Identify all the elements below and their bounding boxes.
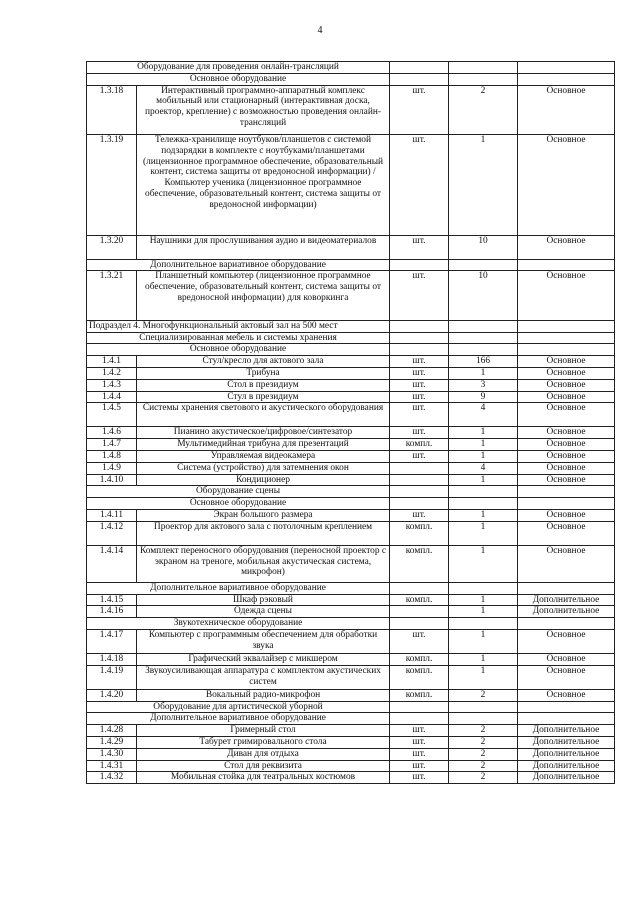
type-cell	[518, 498, 615, 510]
qty-cell	[449, 582, 518, 594]
type-cell	[518, 701, 615, 713]
item-type: Дополнительное	[518, 748, 615, 760]
item-unit: шт.	[390, 737, 449, 749]
item-unit: шт.	[390, 403, 449, 427]
item-quantity: 10	[449, 271, 518, 321]
unit-cell	[390, 582, 449, 594]
item-code: 1.4.1	[87, 356, 137, 368]
section-title: Дополнительное вариативное оборудование	[87, 582, 390, 594]
item-name: Трибуна	[137, 368, 390, 380]
qty-cell	[449, 713, 518, 725]
section-row	[87, 73, 615, 85]
item-type: Дополнительное	[518, 737, 615, 749]
item-name: Мультимедийная трибуна для презентаций	[137, 439, 390, 451]
item-type: Основное	[518, 356, 615, 368]
item-name: Мобильная стойка для театральных костюмов	[137, 772, 390, 784]
table-row	[87, 606, 615, 618]
section-row	[87, 582, 615, 594]
item-unit: шт.	[390, 725, 449, 737]
item-code: 1.4.12	[87, 521, 137, 545]
table-row	[87, 356, 615, 368]
qty-cell	[449, 259, 518, 271]
item-type: Основное	[518, 451, 615, 463]
unit-cell	[390, 713, 449, 725]
section-row	[87, 320, 615, 332]
item-type: Основное	[518, 474, 615, 486]
item-quantity: 2	[449, 725, 518, 737]
item-unit: шт.	[390, 451, 449, 463]
item-name: Планшетный компьютер (лицензионное программное обеспечение, образовательный контент, система защиты от вредоносной информации) для коворкинга	[137, 271, 390, 321]
item-code: 1.4.3	[87, 379, 137, 391]
item-unit: компл.	[390, 521, 449, 545]
item-quantity: 2	[449, 760, 518, 772]
item-name: Графический эквалайзер с микшером	[137, 654, 390, 666]
table-row	[87, 135, 615, 236]
item-name: Стол для реквизита	[137, 760, 390, 772]
item-quantity: 1	[449, 427, 518, 439]
table-row	[87, 403, 615, 427]
section-title: Специализированная мебель и системы хранения	[87, 332, 390, 344]
qty-cell	[449, 320, 518, 332]
item-quantity: 1	[449, 545, 518, 582]
item-name: Пианино акустическое/цифровое/синтезатор	[137, 427, 390, 439]
section-title: Дополнительное вариативное оборудование	[87, 713, 390, 725]
table-row	[87, 630, 615, 654]
item-unit: компл.	[390, 654, 449, 666]
item-quantity: 2	[449, 85, 518, 135]
item-unit: компл.	[390, 689, 449, 701]
item-code: 1.4.20	[87, 689, 137, 701]
item-name: Комплект переносного оборудования (переносной проектор с экраном на треноге, мобильная акустическая система, микрофон)	[137, 545, 390, 582]
item-type: Основное	[518, 510, 615, 522]
item-name: Экран большого размера	[137, 510, 390, 522]
item-unit: шт.	[390, 772, 449, 784]
item-quantity: 1	[449, 521, 518, 545]
item-name: Гримерный стол	[137, 725, 390, 737]
type-cell	[518, 332, 615, 344]
table-row	[87, 474, 615, 486]
item-type: Дополнительное	[518, 760, 615, 772]
item-unit: шт.	[390, 748, 449, 760]
section-title: Подраздел 4. Многофункциональный актовый зал на 500 мест	[87, 320, 390, 332]
item-unit	[390, 606, 449, 618]
item-unit: шт.	[390, 85, 449, 135]
page-number: 4	[317, 25, 323, 36]
unit-cell	[390, 498, 449, 510]
item-quantity: 9	[449, 391, 518, 403]
item-type: Основное	[518, 521, 615, 545]
section-row	[87, 344, 615, 356]
item-name: Стол в президиум	[137, 379, 390, 391]
type-cell	[518, 344, 615, 356]
item-name: Наушники для прослушивания аудио и видеоматериалов	[137, 235, 390, 259]
item-unit: шт.	[390, 235, 449, 259]
item-code: 1.4.17	[87, 630, 137, 654]
item-code: 1.4.9	[87, 462, 137, 474]
item-name: Одежда сцены	[137, 606, 390, 618]
item-type: Основное	[518, 689, 615, 701]
item-code: 1.4.18	[87, 654, 137, 666]
item-unit: компл.	[390, 665, 449, 689]
item-name: Шкаф рэковый	[137, 594, 390, 606]
item-code: 1.4.2	[87, 368, 137, 380]
item-code: 1.4.16	[87, 606, 137, 618]
type-cell	[518, 618, 615, 630]
qty-cell	[449, 498, 518, 510]
table-row	[87, 379, 615, 391]
item-name: Звукоусиливающая аппаратура с комплектом акустических систем	[137, 665, 390, 689]
table-row	[87, 85, 615, 135]
item-unit	[390, 462, 449, 474]
item-quantity: 1	[449, 654, 518, 666]
item-code: 1.4.6	[87, 427, 137, 439]
unit-cell	[390, 62, 449, 74]
item-quantity: 166	[449, 356, 518, 368]
item-unit	[390, 474, 449, 486]
item-code: 1.4.8	[87, 451, 137, 463]
item-name: Тележка-хранилище ноутбуков/планшетов с системой подзарядки в комплекте с ноутбуками/планшетами (лицензионное программное обеспечение, образовательный контент, система защиты от вредоносной информации) / Компьютер ученика (лицензионное программное обеспечение, образовательный контент, система защиты от вредоносной информации)	[137, 135, 390, 236]
table-row	[87, 725, 615, 737]
item-code: 1.4.5	[87, 403, 137, 427]
unit-cell	[390, 332, 449, 344]
item-type: Основное	[518, 427, 615, 439]
item-unit: шт.	[390, 368, 449, 380]
item-quantity: 1	[449, 665, 518, 689]
item-quantity: 1	[449, 606, 518, 618]
table-row	[87, 654, 615, 666]
section-title: Оборудование сцены	[87, 486, 390, 498]
item-code: 1.3.20	[87, 235, 137, 259]
item-code: 1.4.19	[87, 665, 137, 689]
section-title: Основное оборудование	[87, 73, 390, 85]
item-name: Вокальный радио-микрофон	[137, 689, 390, 701]
qty-cell	[449, 332, 518, 344]
item-unit: шт.	[390, 760, 449, 772]
section-row	[87, 62, 615, 74]
item-name: Управляемая видеокамера	[137, 451, 390, 463]
unit-cell	[390, 344, 449, 356]
section-title: Основное оборудование	[87, 498, 390, 510]
item-type: Основное	[518, 271, 615, 321]
item-type: Основное	[518, 368, 615, 380]
item-type: Основное	[518, 630, 615, 654]
table-row	[87, 689, 615, 701]
section-title: Звукотехническое оборудование	[87, 618, 390, 630]
item-quantity: 1	[449, 510, 518, 522]
qty-cell	[449, 618, 518, 630]
type-cell	[518, 73, 615, 85]
equipment-table	[86, 61, 615, 784]
unit-cell	[390, 73, 449, 85]
table-row	[87, 462, 615, 474]
item-code: 1.3.21	[87, 271, 137, 321]
item-unit: шт.	[390, 510, 449, 522]
type-cell	[518, 713, 615, 725]
table-row	[87, 737, 615, 749]
item-code: 1.4.28	[87, 725, 137, 737]
section-title: Основное оборудование	[87, 344, 390, 356]
table-row	[87, 545, 615, 582]
item-type: Дополнительное	[518, 606, 615, 618]
item-quantity: 2	[449, 748, 518, 760]
item-quantity: 1	[449, 594, 518, 606]
item-type: Основное	[518, 135, 615, 236]
item-code: 1.4.10	[87, 474, 137, 486]
table-row	[87, 665, 615, 689]
qty-cell	[449, 486, 518, 498]
unit-cell	[390, 259, 449, 271]
table-row	[87, 439, 615, 451]
item-type: Дополнительное	[518, 772, 615, 784]
table-row	[87, 760, 615, 772]
item-type: Основное	[518, 403, 615, 427]
item-type: Основное	[518, 462, 615, 474]
table-row	[87, 748, 615, 760]
item-type: Основное	[518, 235, 615, 259]
item-quantity: 1	[449, 451, 518, 463]
qty-cell	[449, 701, 518, 713]
section-row	[87, 498, 615, 510]
item-unit: шт.	[390, 379, 449, 391]
item-type: Основное	[518, 379, 615, 391]
item-unit: шт.	[390, 356, 449, 368]
type-cell	[518, 582, 615, 594]
item-quantity: 2	[449, 689, 518, 701]
section-row	[87, 332, 615, 344]
item-type: Основное	[518, 439, 615, 451]
table-row	[87, 391, 615, 403]
type-cell	[518, 320, 615, 332]
item-name: Стул в президиум	[137, 391, 390, 403]
item-name: Диван для отдыха	[137, 748, 390, 760]
qty-cell	[449, 62, 518, 74]
item-code: 1.4.11	[87, 510, 137, 522]
item-quantity: 1	[449, 368, 518, 380]
item-type: Дополнительное	[518, 725, 615, 737]
unit-cell	[390, 618, 449, 630]
unit-cell	[390, 701, 449, 713]
qty-cell	[449, 344, 518, 356]
qty-cell	[449, 73, 518, 85]
section-row	[87, 259, 615, 271]
item-code: 1.4.14	[87, 545, 137, 582]
item-unit: шт.	[390, 135, 449, 236]
item-type: Основное	[518, 85, 615, 135]
section-row	[87, 486, 615, 498]
section-row	[87, 701, 615, 713]
item-name: Системы хранения светового и акустического оборудования	[137, 403, 390, 427]
item-name: Интерактивный программно-аппаратный комплекс мобильный или стационарный (интерактивная доска, проектор, крепление) с возможностью проведения онлайн-трансляций	[137, 85, 390, 135]
table-row	[87, 271, 615, 321]
table-row	[87, 772, 615, 784]
item-unit: компл.	[390, 439, 449, 451]
item-code: 1.4.30	[87, 748, 137, 760]
item-unit: шт.	[390, 427, 449, 439]
item-name: Система (устройство) для затемнения окон	[137, 462, 390, 474]
item-code: 1.4.7	[87, 439, 137, 451]
item-name: Компьютер с программным обеспечением для обработки звука	[137, 630, 390, 654]
item-quantity: 4	[449, 403, 518, 427]
item-quantity: 2	[449, 737, 518, 749]
table-row	[87, 235, 615, 259]
section-title: Дополнительное вариативное оборудование	[87, 259, 390, 271]
item-unit: шт.	[390, 271, 449, 321]
unit-cell	[390, 320, 449, 332]
type-cell	[518, 486, 615, 498]
item-type: Дополнительное	[518, 594, 615, 606]
table-row	[87, 451, 615, 463]
type-cell	[518, 259, 615, 271]
item-unit: шт.	[390, 391, 449, 403]
item-code: 1.4.4	[87, 391, 137, 403]
item-type: Основное	[518, 391, 615, 403]
table-row	[87, 521, 615, 545]
item-quantity: 2	[449, 772, 518, 784]
item-type: Основное	[518, 545, 615, 582]
item-quantity: 1	[449, 135, 518, 236]
item-code: 1.3.19	[87, 135, 137, 236]
item-name: Проектор для актового зала с потолочным креплением	[137, 521, 390, 545]
table-row	[87, 510, 615, 522]
item-quantity: 1	[449, 630, 518, 654]
section-row	[87, 618, 615, 630]
section-title: Оборудование для проведения онлайн-трансляций	[87, 62, 390, 74]
item-unit: компл.	[390, 545, 449, 582]
item-code: 1.4.32	[87, 772, 137, 784]
item-quantity: 3	[449, 379, 518, 391]
item-quantity: 1	[449, 439, 518, 451]
item-quantity: 10	[449, 235, 518, 259]
item-code: 1.4.31	[87, 760, 137, 772]
table-row	[87, 368, 615, 380]
item-code: 1.4.29	[87, 737, 137, 749]
section-row	[87, 713, 615, 725]
item-type: Основное	[518, 665, 615, 689]
item-quantity: 4	[449, 462, 518, 474]
item-code: 1.4.15	[87, 594, 137, 606]
item-type: Основное	[518, 654, 615, 666]
unit-cell	[390, 486, 449, 498]
section-title: Оборудование для артистической уборной	[87, 701, 390, 713]
item-name: Стул/кресло для актового зала	[137, 356, 390, 368]
item-unit: компл.	[390, 594, 449, 606]
item-name: Кондиционер	[137, 474, 390, 486]
item-unit: шт.	[390, 630, 449, 654]
table-row	[87, 427, 615, 439]
type-cell	[518, 62, 615, 74]
item-name: Табурет гримировального стола	[137, 737, 390, 749]
item-code: 1.3.18	[87, 85, 137, 135]
table-row	[87, 594, 615, 606]
item-quantity: 1	[449, 474, 518, 486]
